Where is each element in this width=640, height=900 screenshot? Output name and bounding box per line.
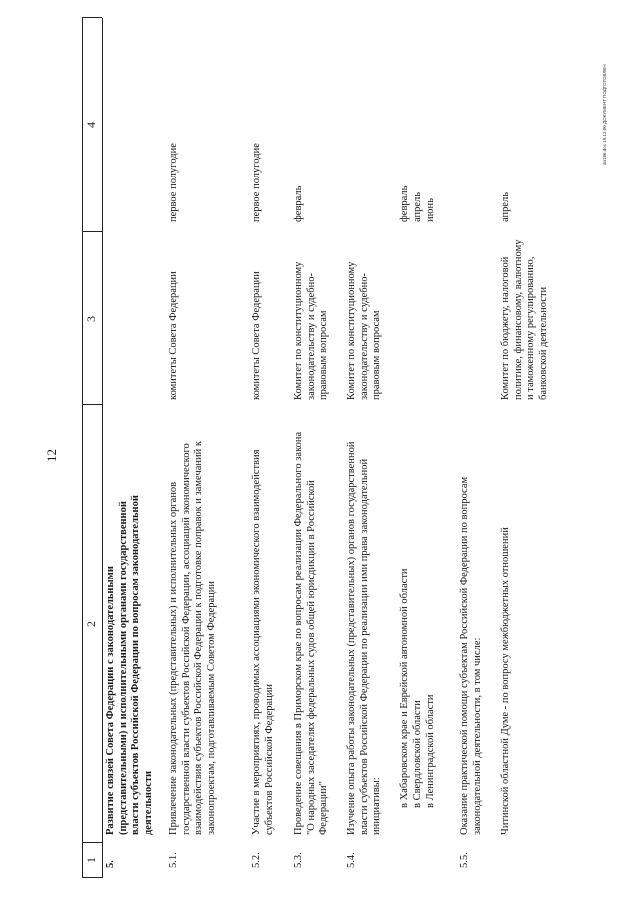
table-right-border [82,17,102,18]
row-responsible: комитеты Совета Федерации [168,271,179,400]
column-header-4: 4 [84,122,98,128]
header-row-border [102,18,103,878]
row-deadline: первое полугодие [251,143,262,222]
subitem-deadline: февраль [399,185,410,222]
row-responsible: комитеты Совета Федерации [251,271,262,400]
row-responsible: Комитет по конституционному законодательству и судебно-правовым вопросам [346,261,383,400]
row-deadline: февраль [293,185,304,222]
row-subitem: в Свердловской области [412,700,423,808]
row-description: Оказание практической помощи субъектам Российской Федерации по вопросам законодательной деятельности, в том числе: [459,476,483,835]
row-deadline: апрель [500,191,511,222]
page-number: 12 [44,449,59,462]
row-description: Привлечение законодательных (представительных) и исполнительных органов государственной власти субъектов Российской Федерации, ассоциаций экономического взаимодействия субъектов Российской Федерации к подготовке поправок и замечаний к законопроектам, подготавливаемым Советом Федерации [168,441,218,835]
row-number: 5. [105,860,116,868]
document-footer: an186.doc 19.12.00 ДОКУМЕНТ ПОДГОТОВЛЕН [602,64,607,165]
row-number: 5.1. [168,852,179,868]
column-divider-3 [82,231,102,232]
subitem-deadline: июнь [425,198,436,222]
row-number: 5.4. [346,852,357,868]
row-description: Читинской областной Думе - по вопросу межбюджетных отношений [500,527,511,835]
row-description: Участие в мероприятиях, проводимых ассоциациями экономического взаимодействия субъектов Российской Федерации [251,449,275,835]
column-header-1: 1 [84,857,98,863]
row-subitem: в Хабаровском крае и Еврейской автономной области [399,568,410,808]
subitem-deadline: апрель [412,191,423,222]
column-divider-1 [82,842,102,843]
row-number: 5.2. [251,852,262,868]
row-deadline: первое полугодие [168,143,179,222]
row-subitem: в Ленинградской области [425,694,436,808]
column-header-2: 2 [84,621,98,627]
table-left-border [82,877,102,878]
column-header-3: 3 [84,316,98,322]
row-description: Развитие связей Совета Федерации с законодательными (представительными) и исполнительными органами государственной власти субъектов Российской Федерации по вопросам законодательной деятельности [105,495,155,835]
row-number: 5.3. [293,852,304,868]
row-responsible: Комитет по конституционному законодательству и судебно-правовым вопросам [293,261,330,400]
row-number: 5.5. [459,852,470,868]
row-description: Изучение опыта работы законодательных (представительных) органов государственной власти субъектов Российской Федерации по реализации ими права законодательной инициативы: [346,441,383,835]
table-top-border [82,18,83,878]
row-description: Проведение совещания в Приморском крае по вопросам реализации Федерального закона "О народных заседателях федеральных судов общей юрисдикции в Российской Федерации" [293,431,330,835]
row-responsible: Комитет по бюджету, налоговой политике, финансовому, валютному и таможенному регулированию, банковской деятельности [500,239,550,400]
column-divider-2 [82,404,102,405]
